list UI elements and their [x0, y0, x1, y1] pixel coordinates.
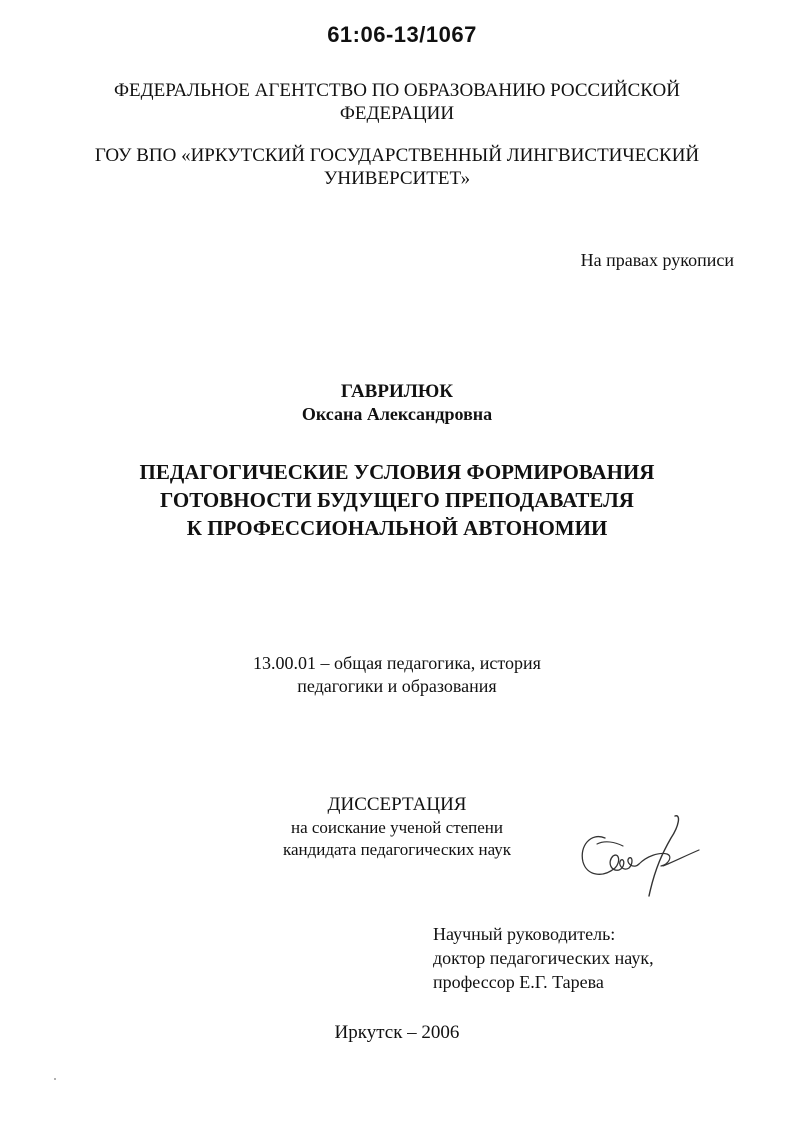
agency-name-line-1: ФЕДЕРАЛЬНОЕ АГЕНТСТВО ПО ОБРАЗОВАНИЮ РОССИЙСКОЙ [114, 80, 680, 101]
handwritten-signature [575, 812, 705, 902]
dissertation-title [0, 458, 794, 542]
document-type-heading: ДИССЕРТАЦИЯ [327, 794, 467, 815]
manuscript-rights-note: На правах рукописи [580, 250, 734, 270]
title-line-3: К ПРОФЕССИОНАЛЬНОЙ АВТОНОМИИ [186, 516, 608, 540]
title-line-1: ПЕДАГОГИЧЕСКИЕ УСЛОВИЯ ФОРМИРОВАНИЯ [139, 460, 655, 484]
specialty-line-1: 13.00.01 – общая педагогика, история [253, 653, 541, 673]
place-and-year: Иркутск – 2006 [334, 1022, 460, 1043]
university-name-line-1: ГОУ ВПО «ИРКУТСКИЙ ГОСУДАРСТВЕННЫЙ ЛИНГВИСТИЧЕСКИЙ [94, 145, 700, 166]
specialty-line-2: педагогики и образования [297, 676, 497, 696]
scientific-supervisor [433, 922, 654, 994]
author-given-names: Оксана Александровна [301, 404, 493, 424]
scan-speck [54, 1078, 56, 1080]
specialty-code [0, 652, 794, 698]
agency-name-line-2: ФЕДЕРАЦИИ [339, 103, 455, 124]
supervisor-name: профессор Е.Г. Тарева [433, 972, 604, 992]
archive-stamp-code: 61:06-13/1067 [327, 22, 477, 47]
university-name-line-2: УНИВЕРСИТЕТ» [323, 168, 471, 189]
supervisor-label: Научный руководитель: [433, 924, 616, 944]
degree-line-1: на соискание ученой степени [290, 818, 504, 837]
author-surname: ГАВРИЛЮК [340, 381, 454, 402]
degree-line-2: кандидата педагогических наук [282, 840, 512, 859]
title-line-2: ГОТОВНОСТИ БУДУЩЕГО ПРЕПОДАВАТЕЛЯ [160, 488, 634, 512]
supervisor-credential: доктор педагогических наук, [433, 948, 654, 968]
